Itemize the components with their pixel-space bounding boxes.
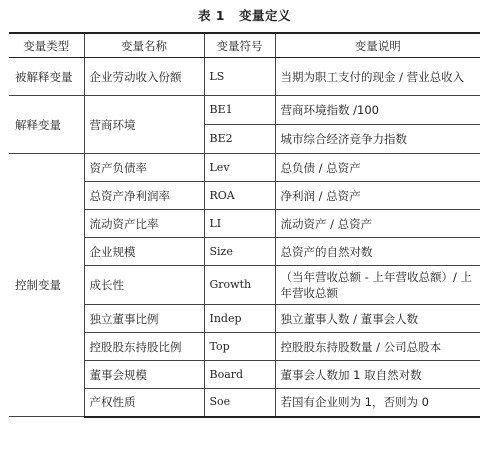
variable-description-cell: 城市综合经济竞争力指数 (275, 125, 480, 154)
variable-description-cell: 总资产的自然对数 (275, 238, 480, 266)
header-variable-name: 变量名称 (84, 33, 204, 58)
variable-name-cell: 资产负债率 (84, 154, 204, 182)
variable-description-cell: 当期为职工支付的现金 / 营业总收入 (275, 58, 480, 96)
table-row (9, 154, 480, 182)
variable-symbol-cell: Size (204, 238, 275, 266)
variable-symbol-cell: Soe (204, 389, 275, 417)
variable-description-cell: 流动资产 / 总资产 (275, 210, 480, 238)
variable-description-cell: 控股股东持股数量 / 公司总股本 (275, 333, 480, 361)
variable-symbol-cell: Growth (204, 266, 275, 305)
variable-name-cell: 独立董事比例 (84, 305, 204, 333)
variable-name-cell: 成长性 (84, 266, 204, 305)
variable-symbol-cell: LS (204, 58, 275, 96)
variable-symbol-cell: Top (204, 333, 275, 361)
table-caption (0, 6, 489, 24)
table-header-row (9, 33, 480, 58)
variable-name-cell: 企业劳动收入份额 (84, 58, 204, 96)
variable-description-cell: （当年营收总额 - 上年营收总额）/ 上年营收总额 (275, 266, 480, 305)
variable-description-cell: 净利润 / 总资产 (275, 182, 480, 210)
table-row (9, 58, 480, 96)
variable-name-cell: 营商环境 (84, 96, 204, 154)
header-variable-symbol: 变量符号 (204, 33, 275, 58)
table-row (9, 96, 480, 125)
variable-name-cell: 控股股东持股比例 (84, 333, 204, 361)
variable-symbol-cell: Indep (204, 305, 275, 333)
variable-description-cell: 独立董事人数 / 董事会人数 (275, 305, 480, 333)
variable-description-cell: 若国有企业则为 1，否则为 0 (275, 389, 480, 417)
variable-symbol-cell: BE1 (204, 96, 275, 125)
variable-description-cell: 总负债 / 总资产 (275, 154, 480, 182)
variable-type-cell: 被解释变量 (9, 58, 84, 96)
variable-symbol-cell: LI (204, 210, 275, 238)
variable-symbol-cell: Lev (204, 154, 275, 182)
variable-name-cell: 流动资产比率 (84, 210, 204, 238)
variable-name-cell: 董事会规模 (84, 361, 204, 389)
variable-name-cell: 总资产净利润率 (84, 182, 204, 210)
variable-definition-table (9, 32, 480, 418)
variable-symbol-cell: Board (204, 361, 275, 389)
table-title: 变量定义 (239, 8, 292, 23)
header-variable-type: 变量类型 (9, 33, 84, 58)
variable-symbol-cell: BE2 (204, 125, 275, 154)
header-variable-description: 变量说明 (275, 33, 480, 58)
variable-type-cell: 控制变量 (9, 154, 84, 417)
table-number: 表 1 (197, 8, 226, 23)
variable-description-cell: 营商环境指数 /100 (275, 96, 480, 125)
variable-description-cell: 董事会人数加 1 取自然对数 (275, 361, 480, 389)
variable-name-cell: 产权性质 (84, 389, 204, 417)
variable-symbol-cell: ROA (204, 182, 275, 210)
variable-name-cell: 企业规模 (84, 238, 204, 266)
variable-type-cell: 解释变量 (9, 96, 84, 154)
